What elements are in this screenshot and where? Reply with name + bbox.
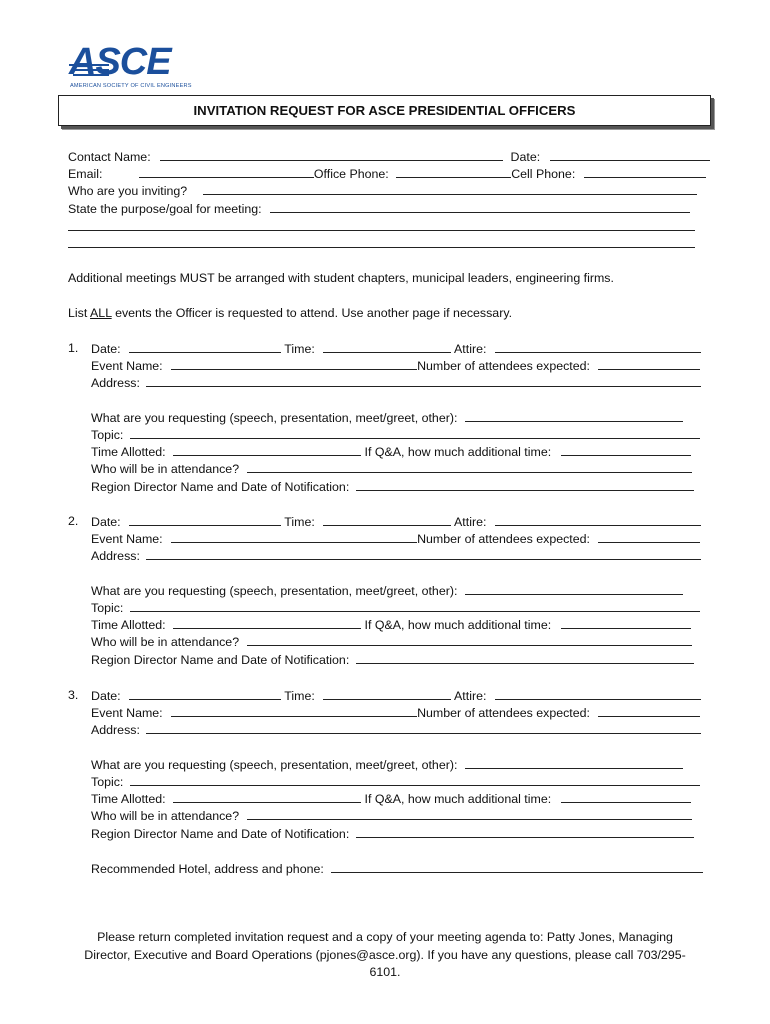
address-field[interactable] [146,721,701,734]
list-note-pre: List [68,306,91,320]
event-date-field[interactable] [129,340,281,353]
who-inviting-field[interactable] [203,182,697,195]
event-date-field[interactable] [129,687,281,700]
who-attendance-field[interactable] [247,633,692,646]
time-allotted-row [91,443,691,459]
hotel-row [91,860,703,876]
address-label: Address: [91,376,140,390]
event-date-label: Date: [91,515,121,529]
topic-row [91,599,700,615]
hotel-field[interactable] [331,860,703,873]
region-director-label: Region Director Name and Date of Notification: [91,480,350,494]
date-field[interactable] [550,148,710,161]
address-field[interactable] [146,374,701,387]
list-note-all: ALL [90,306,112,320]
time-allotted-field[interactable] [173,790,361,803]
list-note-post: events the Officer is requested to attend. Use another page if necessary. [111,306,513,320]
address-row [91,374,701,390]
topic-label: Topic: [91,601,124,615]
event-number: 2. [68,514,79,528]
qa-label: If Q&A, how much additional time: [364,792,552,806]
email-label: Email: [68,167,103,181]
who-inviting-label: Who are you inviting? [68,184,188,198]
address-row [91,721,701,737]
time-allotted-row [91,616,691,632]
qa-field[interactable] [561,616,691,629]
event-name-field[interactable] [171,530,417,543]
form-title-box [58,95,711,126]
topic-label: Topic: [91,775,124,789]
date-label: Date: [510,150,541,164]
logo-wordmark: ASCE [69,41,171,83]
qa-label: If Q&A, how much additional time: [364,618,552,632]
address-label: Address: [91,723,140,737]
event-name-field[interactable] [171,357,417,370]
time-allotted-label: Time Allotted: [91,792,166,806]
qa-field[interactable] [561,790,691,803]
who-attendance-row [91,807,692,823]
region-director-label: Region Director Name and Date of Notification: [91,827,350,841]
time-allotted-field[interactable] [173,616,361,629]
contact-name-row [68,148,710,164]
attendees-label: Number of attendees expected: [417,359,590,373]
time-allotted-label: Time Allotted: [91,618,166,632]
event-time-field[interactable] [323,340,451,353]
event-time-label: Time: [284,342,315,356]
hotel-label: Recommended Hotel, address and phone: [91,862,324,876]
topic-row [91,773,700,789]
contact-name-field[interactable] [160,148,503,161]
requesting-row [91,582,683,598]
time-allotted-field[interactable] [173,443,361,456]
event-time-field[interactable] [323,687,451,700]
requesting-row [91,756,683,772]
requesting-label: What are you requesting (speech, presentation, meet/greet, other): [91,584,458,598]
topic-field[interactable] [130,599,700,612]
event-name-row [91,357,700,373]
purpose-label: State the purpose/goal for meeting: [68,202,262,216]
attendees-field[interactable] [598,530,700,543]
event-date-label: Date: [91,689,121,703]
event-attire-label: Attire: [454,342,487,356]
who-attendance-label: Who will be in attendance? [91,809,240,823]
who-attendance-label: Who will be in attendance? [91,462,240,476]
list-all-note [68,305,512,321]
event-name-row [91,704,700,720]
who-attendance-row [91,460,692,476]
region-director-row [91,478,694,494]
region-director-label: Region Director Name and Date of Notification: [91,653,350,667]
event-time-label: Time: [284,515,315,529]
office-phone-label: Office Phone: [313,167,389,181]
who-attendance-field[interactable] [247,460,692,473]
time-allotted-label: Time Allotted: [91,445,166,459]
attendees-label: Number of attendees expected: [417,532,590,546]
who-attendance-row [91,633,692,649]
event-number: 3. [68,688,79,702]
qa-field[interactable] [561,443,691,456]
requesting-label: What are you requesting (speech, presentation, meet/greet, other): [91,758,458,772]
event-attire-label: Attire: [454,689,487,703]
event-date-label: Date: [91,342,121,356]
qa-label: If Q&A, how much additional time: [364,445,552,459]
attendees-field[interactable] [598,704,700,717]
requesting-field[interactable] [465,582,683,595]
logo-subtitle: AMERICAN SOCIETY OF CIVIL ENGINEERS [70,83,192,89]
event-attire-field[interactable] [495,687,701,700]
purpose-field[interactable] [270,200,690,213]
purpose-line-3[interactable] [68,247,695,248]
contact-name-label: Contact Name: [68,150,151,164]
event-name-label: Event Name: [91,359,163,373]
event-name-field[interactable] [171,704,417,717]
who-inviting-row [68,182,697,198]
topic-field[interactable] [130,773,700,786]
event-attire-field[interactable] [495,513,701,526]
office-phone-field[interactable] [396,165,511,178]
region-director-field[interactable] [356,478,694,491]
event-number: 1. [68,341,79,355]
purpose-row [68,200,690,216]
purpose-line-2[interactable] [68,230,695,231]
event-name-label: Event Name: [91,532,163,546]
event-time-label: Time: [284,689,315,703]
requesting-field[interactable] [465,409,683,422]
address-label: Address: [91,549,140,563]
event-date-field[interactable] [129,513,281,526]
asce-logo [69,41,192,92]
event-date-row [91,513,701,529]
event-time-field[interactable] [323,513,451,526]
additional-note: Additional meetings MUST be arranged with student chapters, municipal leaders, engineering firms. [68,271,614,285]
address-row [91,547,701,563]
event-name-label: Event Name: [91,706,163,720]
event-attire-label: Attire: [454,515,487,529]
email-row [68,165,706,181]
footer-instructions: Please return completed invitation request and a copy of your meeting agenda to: Patty Jones, Managing Director, Executive and Board Operations (pjones@asce.org). If you have any questions, please call 703/295-6101. [84,930,686,979]
region-director-field[interactable] [356,825,694,838]
form-title: INVITATION REQUEST FOR ASCE PRESIDENTIAL OFFICERS [193,103,576,118]
topic-row [91,426,700,442]
region-director-field[interactable] [356,651,694,664]
topic-field[interactable] [130,426,700,439]
region-director-row [91,651,694,667]
time-allotted-row [91,790,691,806]
who-attendance-label: Who will be in attendance? [91,635,240,649]
requesting-row [91,409,683,425]
event-attire-field[interactable] [495,340,701,353]
requesting-field[interactable] [465,756,683,769]
address-field[interactable] [146,547,701,560]
email-field[interactable] [139,165,314,178]
event-date-row [91,687,701,703]
region-director-row [91,825,694,841]
cell-phone-field[interactable] [584,165,706,178]
event-date-row [91,340,701,356]
attendees-field[interactable] [598,357,700,370]
attendees-label: Number of attendees expected: [417,706,590,720]
cell-phone-label: Cell Phone: [511,167,576,181]
topic-label: Topic: [91,428,124,442]
who-attendance-field[interactable] [247,807,692,820]
event-name-row [91,530,700,546]
requesting-label: What are you requesting (speech, presentation, meet/greet, other): [91,411,458,425]
